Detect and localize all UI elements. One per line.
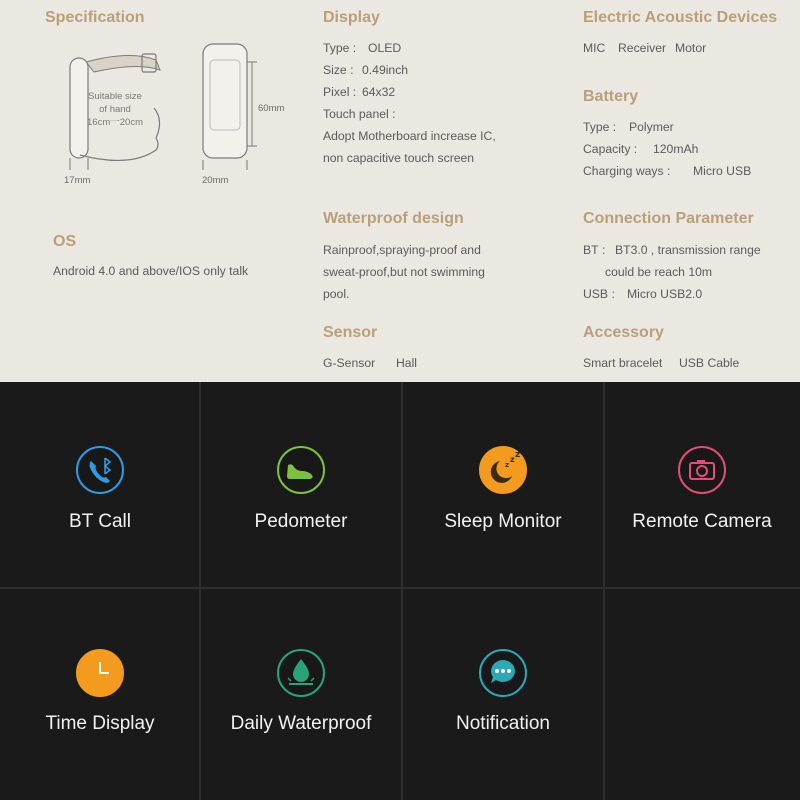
feature-label: Remote Camera	[632, 511, 772, 532]
feature-label: Sleep Monitor	[444, 511, 562, 532]
display-pixel-value: 64x32	[362, 85, 396, 99]
electric-acoustic-title: Electric Acoustic Devices	[583, 9, 778, 26]
display-type-label: Type :	[323, 41, 357, 55]
connection-usb-value: Micro USB2.0	[627, 287, 703, 301]
electric-item: Receiver	[618, 41, 667, 55]
thickness-dimension: 17mm	[64, 175, 91, 186]
battery-capacity-value: 120mAh	[653, 142, 699, 156]
electric-item: Motor	[675, 41, 707, 55]
feature-label: BT Call	[69, 511, 131, 532]
feature-empty-cell	[604, 588, 800, 800]
waterproof-title: Waterproof design	[323, 210, 464, 227]
connection-bt-value-cont: could be reach 10m	[605, 265, 713, 279]
display-pixel-label: Pixel :	[323, 85, 357, 99]
features-grid	[0, 382, 800, 800]
feature-remote-camera	[604, 382, 800, 588]
clock-icon	[75, 648, 125, 698]
os-text: Android 4.0 and above/IOS only talk	[53, 264, 249, 278]
connection-title: Connection Parameter	[583, 210, 754, 227]
battery-charging-value: Micro USB	[693, 164, 752, 178]
display-touch-label: Touch panel :	[323, 107, 396, 121]
connection-bt-value: BT3.0 , transmission range	[615, 243, 761, 257]
accessory-item: Smart bracelet	[583, 356, 663, 370]
sensor-item: Hall	[396, 356, 417, 370]
feature-bt-call	[0, 382, 200, 588]
connection-usb-label: USB :	[583, 287, 615, 301]
connection-bt-label: BT :	[583, 243, 606, 257]
svg-text:z: z	[505, 461, 510, 469]
specification-title: Specification	[45, 9, 145, 26]
battery-capacity-label: Capacity :	[583, 142, 638, 156]
battery-title: Battery	[583, 88, 639, 105]
moon-zzz-icon	[478, 445, 528, 495]
camera-icon	[677, 445, 727, 495]
feature-time-display	[0, 588, 200, 800]
display-touch-line: Adopt Motherboard increase IC,	[323, 129, 496, 143]
battery-type-value: Polymer	[629, 120, 674, 134]
water-drop-icon	[276, 648, 326, 698]
feature-label: Daily Waterproof	[230, 713, 372, 734]
waterproof-line: sweat-proof,but not swimming	[323, 265, 485, 279]
waterproof-line: Rainproof,spraying-proof and	[323, 243, 481, 257]
height-dimension: 60mm	[258, 103, 285, 114]
specification-panel	[0, 0, 800, 382]
shoe-icon	[276, 445, 326, 495]
display-title: Display	[323, 9, 380, 26]
svg-text:z: z	[515, 450, 521, 460]
phone-bluetooth-icon	[75, 445, 125, 495]
feature-label: Pedometer	[254, 511, 348, 532]
accessory-item: USB Cable	[679, 356, 740, 370]
waterproof-line: pool.	[323, 287, 350, 301]
battery-charging-label: Charging ways :	[583, 164, 671, 178]
display-type-value: OLED	[368, 41, 402, 55]
battery-type-label: Type :	[583, 120, 617, 134]
chat-bubble-icon	[478, 648, 528, 698]
strap-size-note	[85, 90, 145, 129]
feature-notification	[402, 588, 604, 800]
strap-note-line: of hand	[99, 104, 131, 115]
display-size-label: Size :	[323, 63, 354, 77]
svg-text:z: z	[510, 455, 515, 464]
feature-daily-waterproof	[200, 588, 402, 800]
accessory-title: Accessory	[583, 324, 664, 341]
feature-pedometer	[200, 382, 402, 588]
strap-note-line: Suitable size	[88, 91, 142, 102]
feature-sleep-monitor	[402, 382, 604, 588]
display-touch-line: non capacitive touch screen	[323, 151, 475, 165]
os-title: OS	[53, 233, 77, 250]
display-size-value: 0.49inch	[362, 63, 409, 77]
feature-label: Notification	[456, 713, 550, 734]
width-dimension: 20mm	[202, 175, 229, 186]
sensor-item: G-Sensor	[323, 356, 376, 370]
strap-note-line: 16cm一20cm	[87, 117, 143, 128]
feature-label: Time Display	[45, 713, 155, 734]
electric-item: MIC	[583, 41, 606, 55]
sensor-title: Sensor	[323, 324, 378, 341]
